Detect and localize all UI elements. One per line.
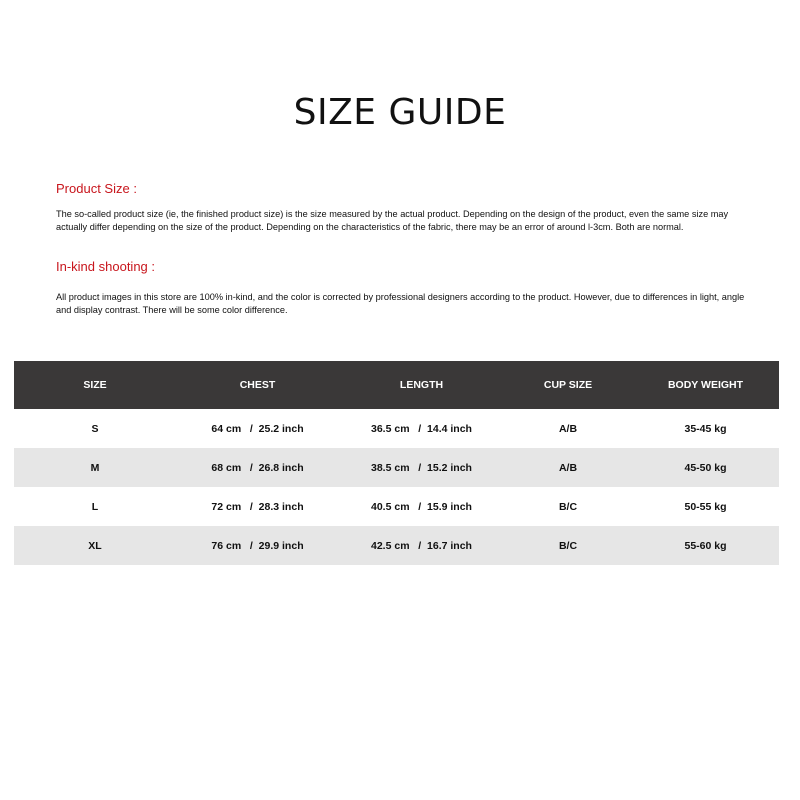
in-kind-shooting-text: All product images in this store are 100% in-kind, and the color is corrected by professional designers according to the product. However, due to differences in light, angle and display contrast. There will be some color difference. xyxy=(56,292,745,315)
cell-chest: 64 cm / 25.2 inch xyxy=(211,422,304,435)
header-cup-size: CUP SIZE xyxy=(543,379,593,391)
product-size-text: The so-called product size (ie, the finished product size) is the size measured by the actual product. Depending on the design of the product, even the same size may actually differ depending on the size of the product. Depending on the characteristics of the fabric, there may be an error of around l-3cm. Both are normal. xyxy=(56,209,729,232)
header-body-weight: BODY WEIGHT xyxy=(667,379,744,391)
cell-length: 38.5 cm / 15.2 inch xyxy=(371,461,472,474)
table-row xyxy=(14,487,779,526)
cell-body-weight: 50-55 kg xyxy=(684,500,727,513)
cell-size: XL xyxy=(88,539,102,552)
table-row xyxy=(14,409,779,448)
cell-size: S xyxy=(91,422,99,435)
cell-cup-size: B/C xyxy=(558,500,578,513)
cell-chest: 68 cm / 26.8 inch xyxy=(211,461,304,474)
cell-size: M xyxy=(90,461,100,474)
page-title: SIZE GUIDE xyxy=(293,92,507,133)
cell-chest: 72 cm / 28.3 inch xyxy=(211,500,304,513)
cell-length: 40.5 cm / 15.9 inch xyxy=(371,500,472,513)
size-table xyxy=(14,361,779,565)
cell-body-weight: 55-60 kg xyxy=(684,539,727,552)
cell-body-weight: 35-45 kg xyxy=(684,422,727,435)
in-kind-shooting-heading: In-kind shooting : xyxy=(56,259,156,274)
cell-cup-size: A/B xyxy=(558,461,578,474)
cell-length: 36.5 cm / 14.4 inch xyxy=(371,422,472,435)
header-length: LENGTH xyxy=(399,379,444,391)
cell-chest: 76 cm / 29.9 inch xyxy=(211,539,304,552)
table-row xyxy=(14,526,779,565)
header-size: SIZE xyxy=(83,379,107,391)
table-row xyxy=(14,448,779,487)
cell-length: 42.5 cm / 16.7 inch xyxy=(371,539,472,552)
header-chest: CHEST xyxy=(239,379,276,391)
cell-body-weight: 45-50 kg xyxy=(684,461,727,474)
table-header xyxy=(14,361,779,409)
cell-cup-size: B/C xyxy=(558,539,578,552)
cell-cup-size: A/B xyxy=(558,422,578,435)
product-size-heading: Product Size : xyxy=(56,181,137,196)
cell-size: L xyxy=(91,500,99,513)
